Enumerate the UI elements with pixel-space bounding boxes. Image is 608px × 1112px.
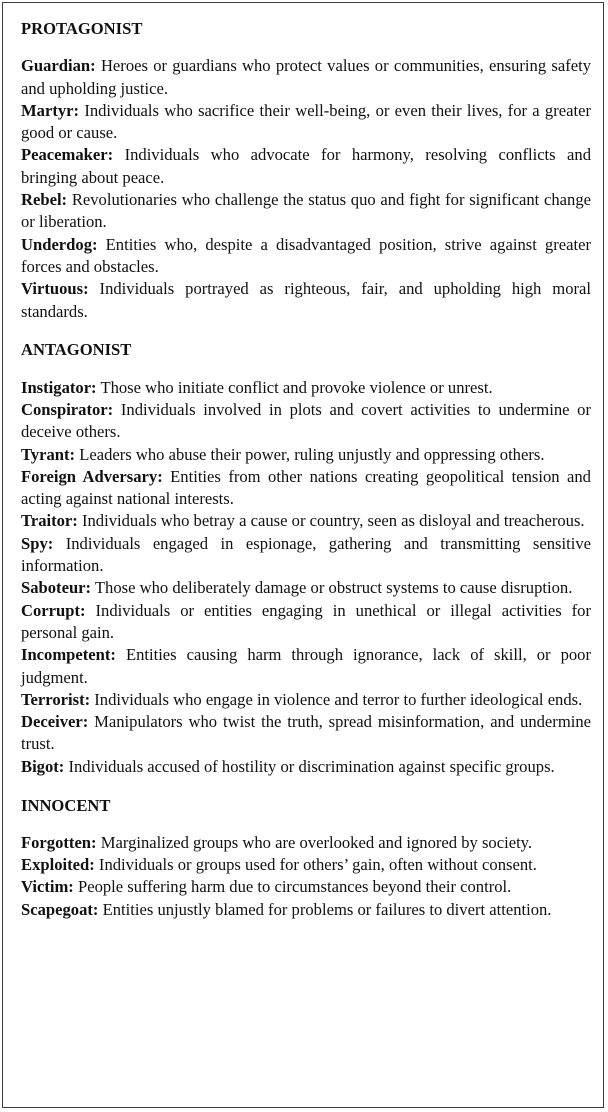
entry-term: Instigator: (21, 377, 97, 397)
entry-definition: Entities from other nations creating geopolitical tension and acting against national interests. (21, 466, 591, 509)
section-title: ANTAGONIST (21, 340, 132, 360)
entry-term: Terrorist: (21, 689, 91, 709)
entry-term: Rebel: (21, 190, 68, 210)
section-antagonist (21, 339, 591, 778)
entry-term: Bigot: (21, 756, 65, 776)
entry-term: Incompetent: (21, 645, 116, 665)
entry-definition: Entities causing harm through ignorance, lack of skill, or poor judgment. (21, 645, 591, 687)
entry-term: Saboteur: (21, 578, 92, 598)
entry-term: Traitor: (21, 511, 78, 531)
entry-definition: Individuals or groups used for others’ gain, often without consent. (98, 855, 537, 875)
entry-saboteur (21, 577, 591, 599)
entry-definition: Individuals who sacrifice their well-being, or even their lives, for a greater good or cause. (21, 100, 591, 143)
entry-spy (21, 533, 591, 578)
entry-incompetent (21, 644, 591, 689)
entry-guardian (21, 55, 591, 100)
entry-definition: Individuals who engage in violence and terror to further ideological ends. (94, 689, 583, 709)
entry-definition: Individuals portrayed as righteous, fair, and upholding high moral standards. (21, 279, 591, 321)
section-title: INNOCENT (21, 795, 111, 815)
entry-definition: Individuals who betray a cause or country, seen as disloyal and treacherous. (81, 511, 585, 531)
entry-conspirator (21, 399, 591, 444)
entry-exploited (21, 854, 591, 876)
entry-definition: People suffering harm due to circumstances beyond their control. (77, 877, 512, 897)
entry-instigator (21, 377, 591, 399)
entry-definition: Individuals accused of hostility or discrimination against specific groups. (68, 756, 555, 776)
entry-term: Conspirator: (21, 399, 114, 419)
entry-term: Guardian: (21, 56, 96, 76)
entry-rebel (21, 189, 591, 234)
entry-definition: Those who initiate conflict and provoke violence or unrest. (100, 377, 493, 397)
entry-forgotten (21, 832, 591, 854)
entry-term: Deceiver: (21, 712, 89, 732)
entry-term: Underdog: (21, 234, 98, 254)
entry-virtuous (21, 278, 591, 323)
section-innocent (21, 795, 591, 921)
entry-definition: Individuals or entities engaging in unethical or illegal activities for personal gain. (21, 600, 591, 642)
entry-definition: Marginalized groups who are overlooked and ignored by society. (100, 832, 533, 852)
entry-underdog (21, 234, 591, 279)
entry-term: Foreign Adversary: (21, 466, 163, 486)
entry-list (21, 55, 591, 323)
entry-term: Peacemaker: (21, 145, 114, 165)
section-spacer (21, 323, 591, 340)
section-protagonist (21, 18, 591, 323)
entry-definition: Those who deliberately damage or obstruct systems to cause disruption. (94, 578, 573, 598)
entry-definition: Individuals who advocate for harmony, resolving conflicts and bringing about peace. (21, 145, 592, 187)
entry-definition: Entities who, despite a disadvantaged position, strive against greater forces and obstacles. (21, 234, 591, 276)
entry-definition: Individuals involved in plots and covert activities to undermine or deceive others. (21, 399, 591, 442)
entry-term: Virtuous: (21, 279, 89, 299)
entry-definition: Revolutionaries who challenge the status quo and fight for significant change or liberation. (21, 190, 591, 232)
entry-tyrant (21, 444, 591, 466)
entry-terrorist (21, 689, 591, 711)
role-taxonomy-box (2, 2, 604, 1108)
entry-term: Exploited: (21, 855, 95, 875)
entry-traitor (21, 510, 591, 532)
entry-bigot (21, 756, 591, 778)
entry-term: Scapegoat: (21, 899, 99, 919)
entry-term: Tyrant: (21, 444, 76, 464)
entry-peacemaker (21, 144, 591, 189)
entry-term: Martyr: (21, 100, 80, 120)
entry-corrupt (21, 600, 591, 645)
entry-list (21, 377, 591, 778)
entry-definition: Heroes or guardians who protect values or communities, ensuring safety and upholding justice. (21, 56, 591, 98)
entry-definition: Individuals engaged in espionage, gathering and transmitting sensitive information. (21, 533, 591, 576)
section-title: PROTAGONIST (21, 19, 143, 38)
entry-list (21, 832, 591, 921)
role-taxonomy-content (21, 18, 591, 921)
entry-term: Spy: (21, 533, 54, 553)
section-spacer (21, 778, 591, 795)
entry-martyr (21, 100, 591, 145)
entry-term: Corrupt: (21, 600, 86, 620)
entry-foreign-adversary (21, 466, 591, 511)
entry-victim (21, 876, 591, 898)
entry-term: Victim: (21, 877, 74, 897)
entry-deceiver (21, 711, 591, 756)
entry-definition: Entities unjustly blamed for problems or failures to divert attention. (102, 899, 552, 919)
entry-definition: Leaders who abuse their power, ruling unjustly and oppressing others. (79, 444, 545, 464)
entry-term: Forgotten: (21, 832, 97, 852)
entry-scapegoat (21, 899, 591, 921)
entry-definition: Manipulators who twist the truth, spread misinformation, and undermine trust. (21, 712, 591, 754)
